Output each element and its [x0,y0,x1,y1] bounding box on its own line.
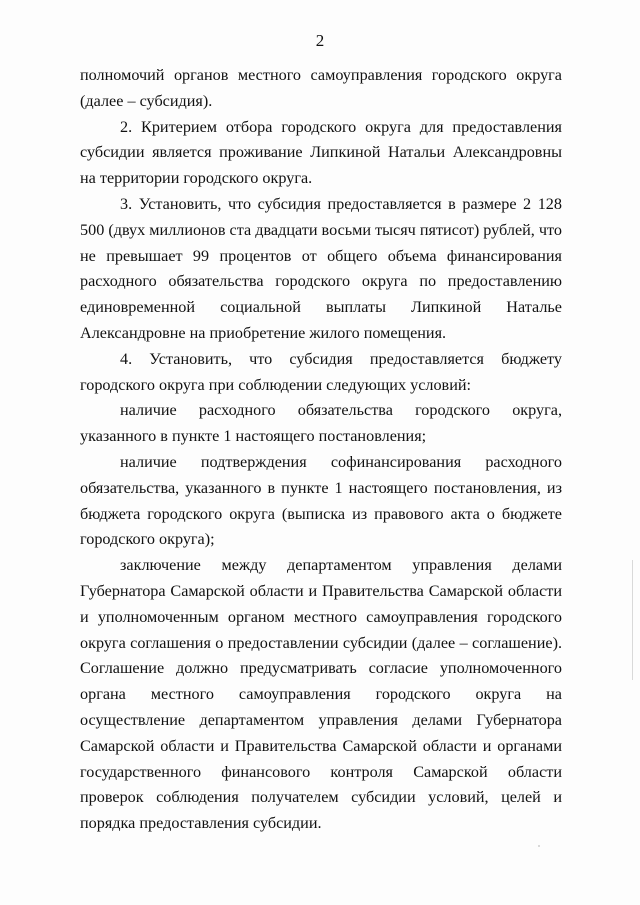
scan-artifact-line [632,560,633,680]
condition-expense-obligation: наличие расходного обязательства городского округа, указанного в пункте 1 настоящего постановления; [80,401,562,446]
paragraph-3-subsidy-amount: 3. Установить, что субсидия предоставляется в размере 2 128 500 (двух миллионов ста двадцати восьми тысяч пятисот) рублей, что не превышает 99 процентов от общего объема финансирования расходного обязательства городского округа по предоставлению единовременной социальной выплаты Липкиной Наталье Александровне на приобретение жилого помещения. [80,194,562,342]
condition-agreement: заключение между департаментом управления делами Губернатора Самарской области и Правительства Самарской области и уполномоченным органом местного самоуправления городского округа соглашения о предоставлении субсидии (далее – соглашение). Соглашение должно предусматривать согласие уполномоченного органа местного самоуправления городского округа на осуществление департаментом управления делами Губернатора Самарской области и Правительства Самарской области и органами государственного финансового контроля Самарской области проверок соблюдения получателем субсидии условий, целей и порядка предоставления субсидии. [80,556,562,833]
condition-cofinancing: наличие подтверждения софинансирования расходного обязательства, указанного в пункте 1 настоящего постановления, из бюджета городского округа (выписка из правового акта о бюджете городского округа); [80,452,562,549]
paragraph-4-conditions: 4. Установить, что субсидия предоставляется бюджету городского округа при соблюдении следующих условий: [80,349,562,394]
scan-artifact-dot [538,845,540,847]
page-number: 2 [315,31,325,50]
document-body [80,63,562,837]
paragraph-2-selection-criterion: 2. Критерием отбора городского округа для предоставления субсидии является проживание Липкиной Натальи Александровны на территории городского округа. [80,117,562,188]
paragraph-1-continuation: полномочий органов местного самоуправления городского округа (далее – субсидия). [80,66,562,110]
